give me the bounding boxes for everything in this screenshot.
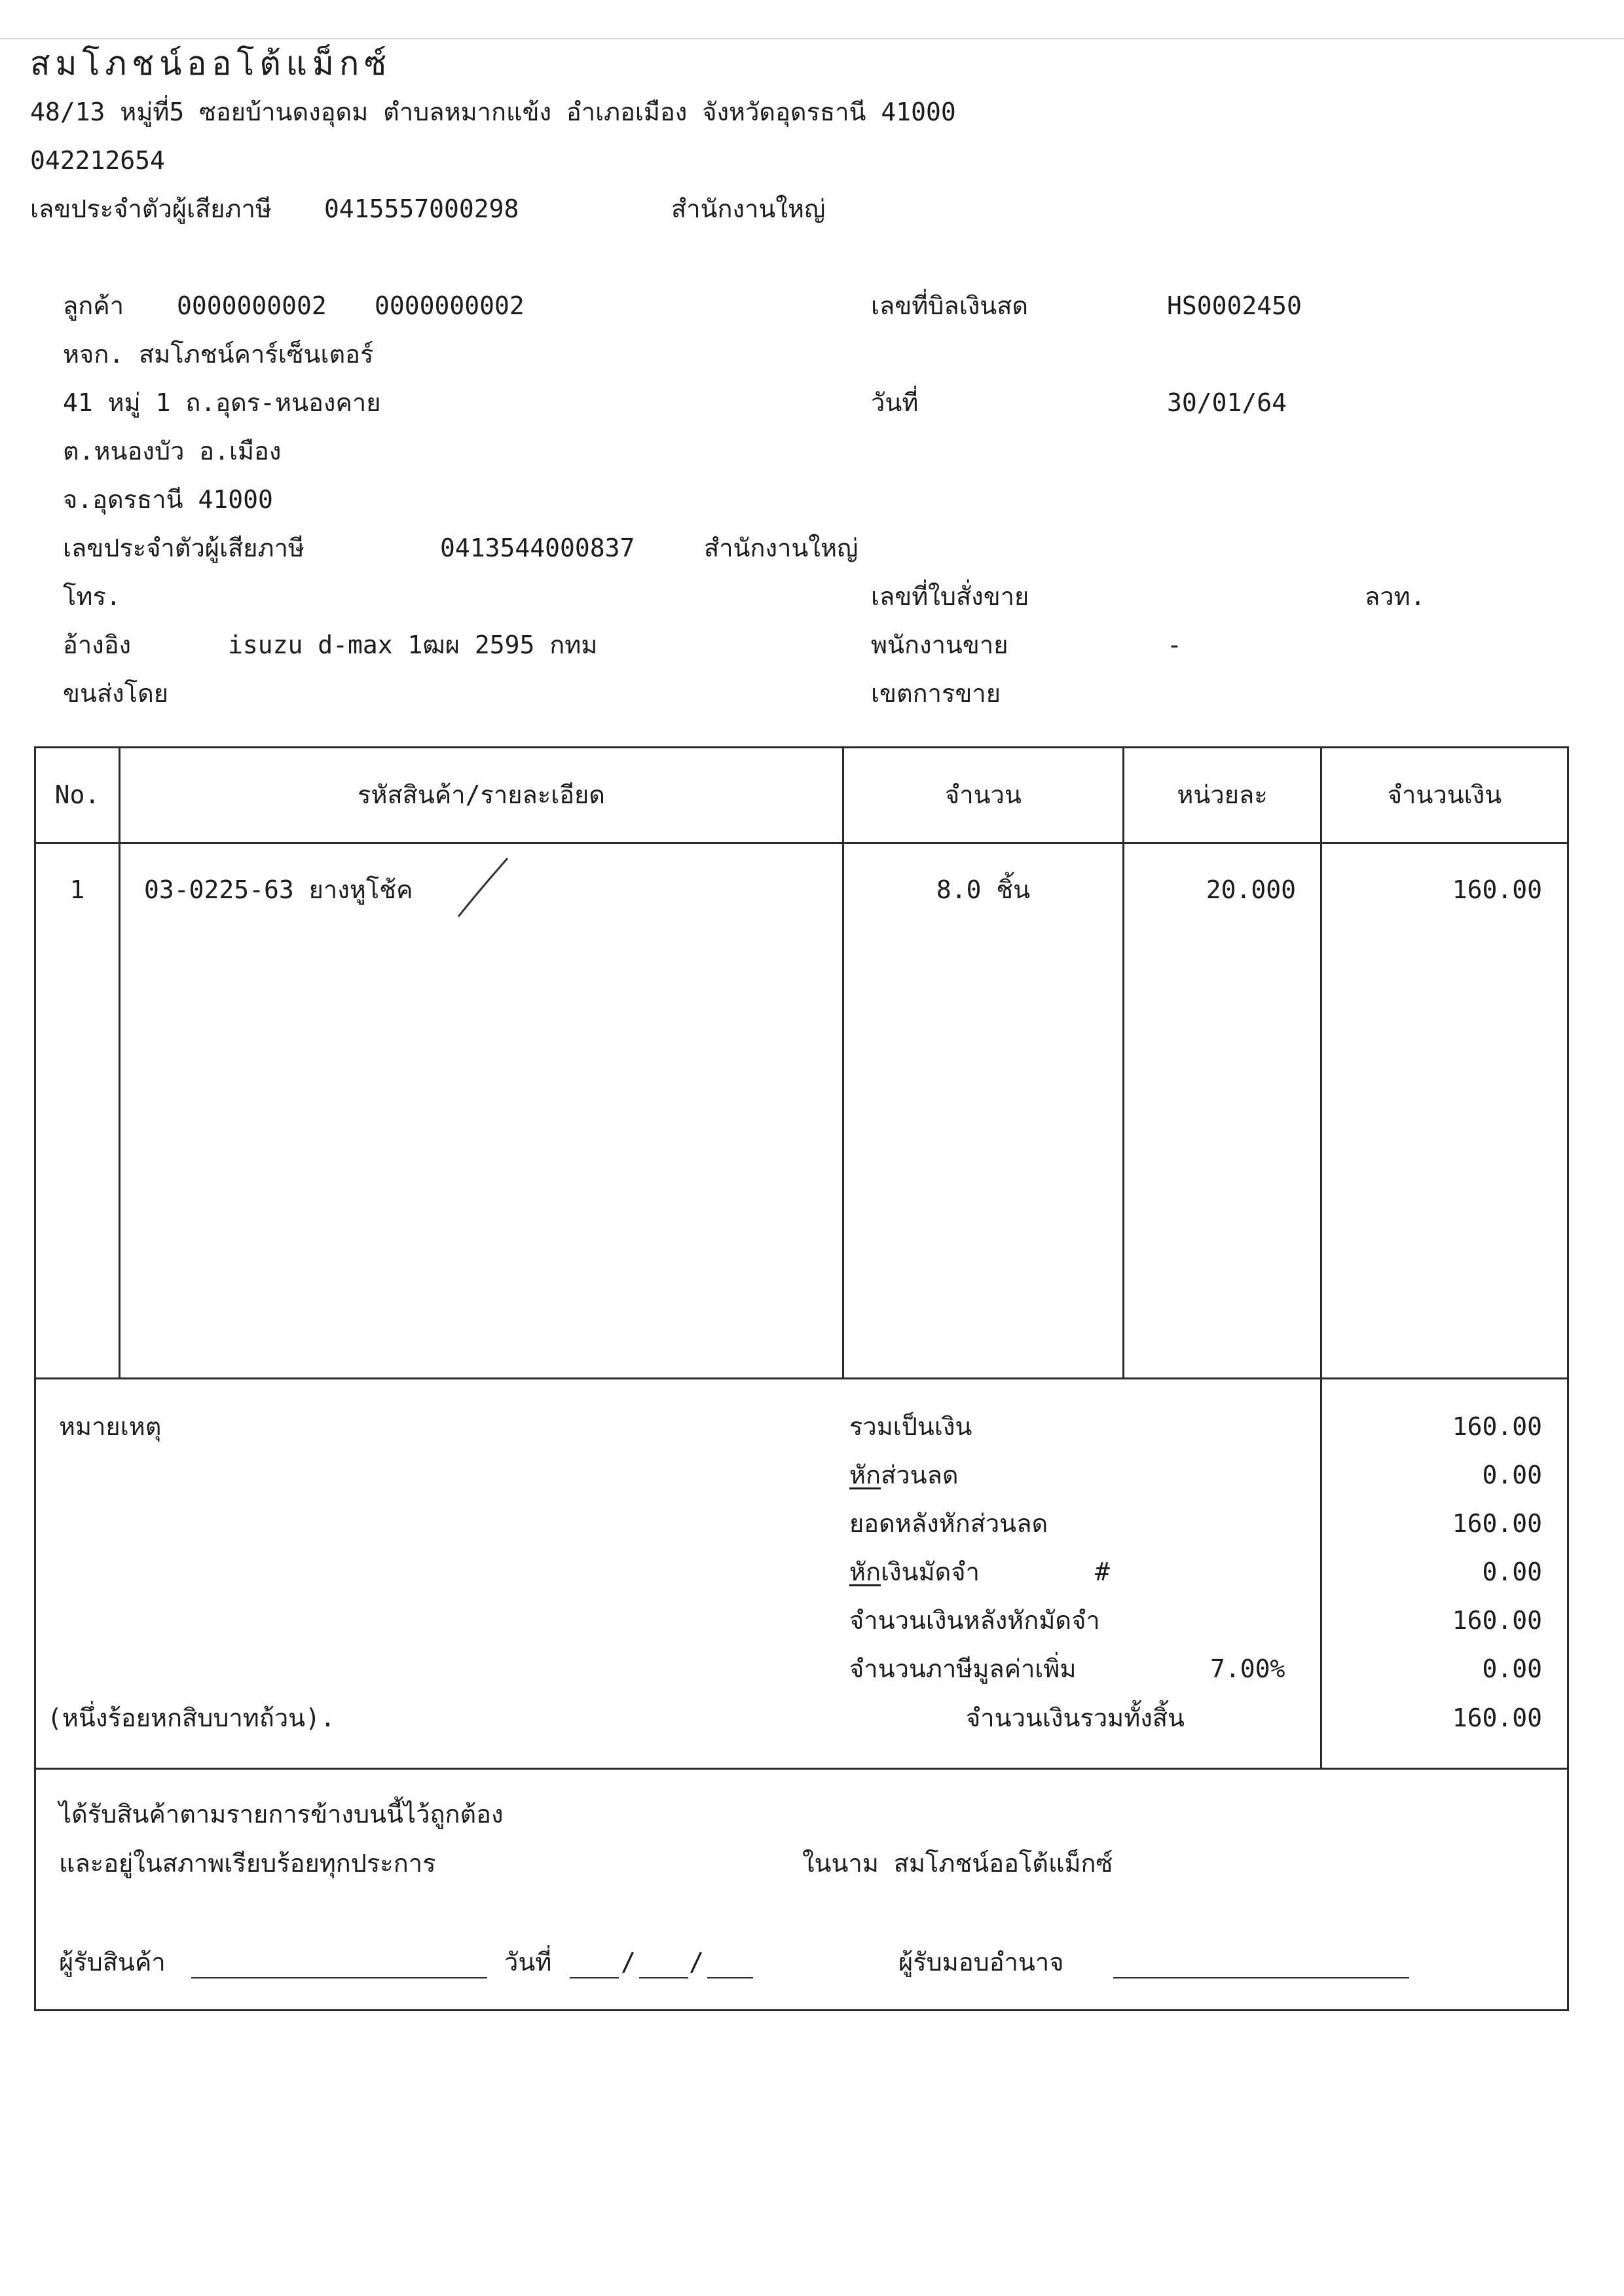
column-header-description: รหัสสินค้า/รายละเอียด [358, 780, 605, 809]
authorized-signer-label: ผู้รับมอบอำนาจ [898, 1948, 1064, 1977]
body-divider [34, 1377, 1569, 1379]
customer-tax-id: 0413544000837 [440, 534, 635, 562]
column-header-no: No. [54, 780, 100, 809]
summary-subtotal-label: รวมเป็นเงิน [849, 1412, 972, 1441]
pen-check-mark [452, 854, 511, 920]
row-description: 03-0225-63 ยางหูโช้ค [144, 875, 413, 904]
col-divider-qty [1122, 746, 1124, 1377]
customer-address-1: 41 หมู่ 1 ถ.อุดร-หนองคาย [63, 388, 381, 417]
bill-number-value: HS0002450 [1167, 291, 1302, 320]
summary-vat-rate: 7.00% [1210, 1654, 1285, 1683]
summary-grand-total-value: 160.00 [1452, 1704, 1542, 1732]
summary-vat-label: จำนวนภาษีมูลค่าเพิ่ม [849, 1654, 1077, 1683]
footer-divider [34, 1768, 1569, 1770]
summary-deposit-value: 0.00 [1482, 1558, 1542, 1586]
col-divider-no [119, 746, 120, 1377]
summary-discount-label: หักส่วนลด [849, 1461, 959, 1489]
summary-after-discount-value: 160.00 [1452, 1509, 1542, 1538]
company-tax-id: 0415557000298 [324, 194, 519, 223]
row-amount: 160.00 [1452, 875, 1542, 904]
customer-label: ลูกค้า [63, 291, 124, 320]
sales-order-label: เลขที่ใบสั่งขาย [871, 582, 1029, 611]
summary-vat-value: 0.00 [1482, 1654, 1542, 1683]
receive-date-label: วันที่ [504, 1948, 552, 1977]
receive-date-month-line [639, 1977, 688, 1978]
summary-subtotal-value: 160.00 [1452, 1412, 1542, 1441]
summary-discount-value: 0.00 [1482, 1461, 1542, 1489]
receive-date-year-line [707, 1977, 753, 1978]
column-header-unit-price: หน่วยละ [1177, 780, 1268, 809]
customer-address-3: จ.อุดรธานี 41000 [63, 485, 273, 514]
header-divider [34, 842, 1569, 844]
col-divider-desc [842, 746, 844, 1377]
authorized-signature-line [1113, 1977, 1409, 1978]
customer-code-2: 0000000002 [375, 291, 525, 320]
customer-tax-label: เลขประจำตัวผู้เสียภาษี [63, 534, 304, 562]
row-quantity: 8.0 ชิ้น [936, 875, 1031, 904]
summary-after-deposit-label: จำนวนเงินหลังหักมัดจำ [849, 1606, 1100, 1635]
on-behalf-of: ในนาม สมโภชน์ออโต้แม็กซ์ [802, 1849, 1113, 1878]
row-no: 1 [69, 875, 85, 904]
amount-in-words: (หนึ่งร้อยหกสิบบาทถ้วน). [47, 1704, 335, 1732]
customer-name: หจก. สมโภชน์คาร์เซ็นเตอร์ [63, 340, 374, 369]
summary-grand-total-label: จำนวนเงินรวมทั้งสิ้น [966, 1704, 1185, 1732]
sales-area-label: เขตการขาย [871, 679, 1001, 708]
customer-branch: สำนักงานใหญ่ [704, 534, 858, 562]
bill-number-label: เลขที่บิลเงินสด [871, 291, 1029, 320]
summary-deposit-hash: # [1095, 1558, 1110, 1586]
scan-edge [0, 38, 1624, 39]
date-separator-1: / [621, 1948, 636, 1977]
salesperson-value: - [1167, 630, 1182, 659]
company-phone: 042212654 [30, 146, 165, 175]
column-header-amount: จำนวนเงิน [1387, 780, 1502, 809]
customer-phone-label: โทร. [63, 582, 121, 611]
shipping-label: ขนส่งโดย [63, 679, 169, 708]
customer-code-1: 0000000002 [177, 291, 327, 320]
company-address: 48/13 หมู่ที่5 ซอยบ้านดงอุดม ตำบลหมากแข้ง อำเภอเมือง จังหวัดอุดรธานี 41000 [30, 98, 956, 126]
sales-order-suffix: ลวท. [1365, 582, 1426, 611]
remark-label: หมายเหตุ [59, 1412, 162, 1441]
row-unit-price: 20.000 [1206, 875, 1296, 904]
company-tax-label: เลขประจำตัวผู้เสียภาษี [30, 194, 272, 223]
salesperson-label: พนักงานขาย [871, 630, 1008, 659]
reference-label: อ้างอิง [63, 630, 132, 659]
bill-date-label: วันที่ [871, 388, 919, 417]
reference-value: isuzu d-max 1ฒผ 2595 กทม [228, 630, 598, 659]
summary-deposit-label: หักเงินมัดจำ [849, 1558, 980, 1586]
receipt-confirmation-line-1: ได้รับสินค้าตามรายการข้างบนนี้ไว้ถูกต้อง [59, 1800, 504, 1829]
column-header-quantity: จำนวน [945, 780, 1022, 809]
company-name: สมโภชน์ออโต้แม็กซ์ [30, 45, 392, 82]
receive-date-day-line [570, 1977, 619, 1978]
receiver-signature-line [191, 1977, 487, 1978]
customer-address-2: ต.หนองบัว อ.เมือง [63, 437, 282, 465]
receiver-label: ผู้รับสินค้า [59, 1948, 166, 1977]
bill-date-value: 30/01/64 [1167, 388, 1287, 417]
receipt-confirmation-line-2: และอยู่ในสภาพเรียบร้อยทุกประการ [59, 1849, 436, 1878]
summary-after-discount-label: ยอดหลังหักส่วนลด [849, 1509, 1048, 1538]
summary-after-deposit-value: 160.00 [1452, 1606, 1542, 1635]
company-branch: สำนักงานใหญ่ [671, 194, 826, 223]
date-separator-2: / [689, 1948, 704, 1977]
